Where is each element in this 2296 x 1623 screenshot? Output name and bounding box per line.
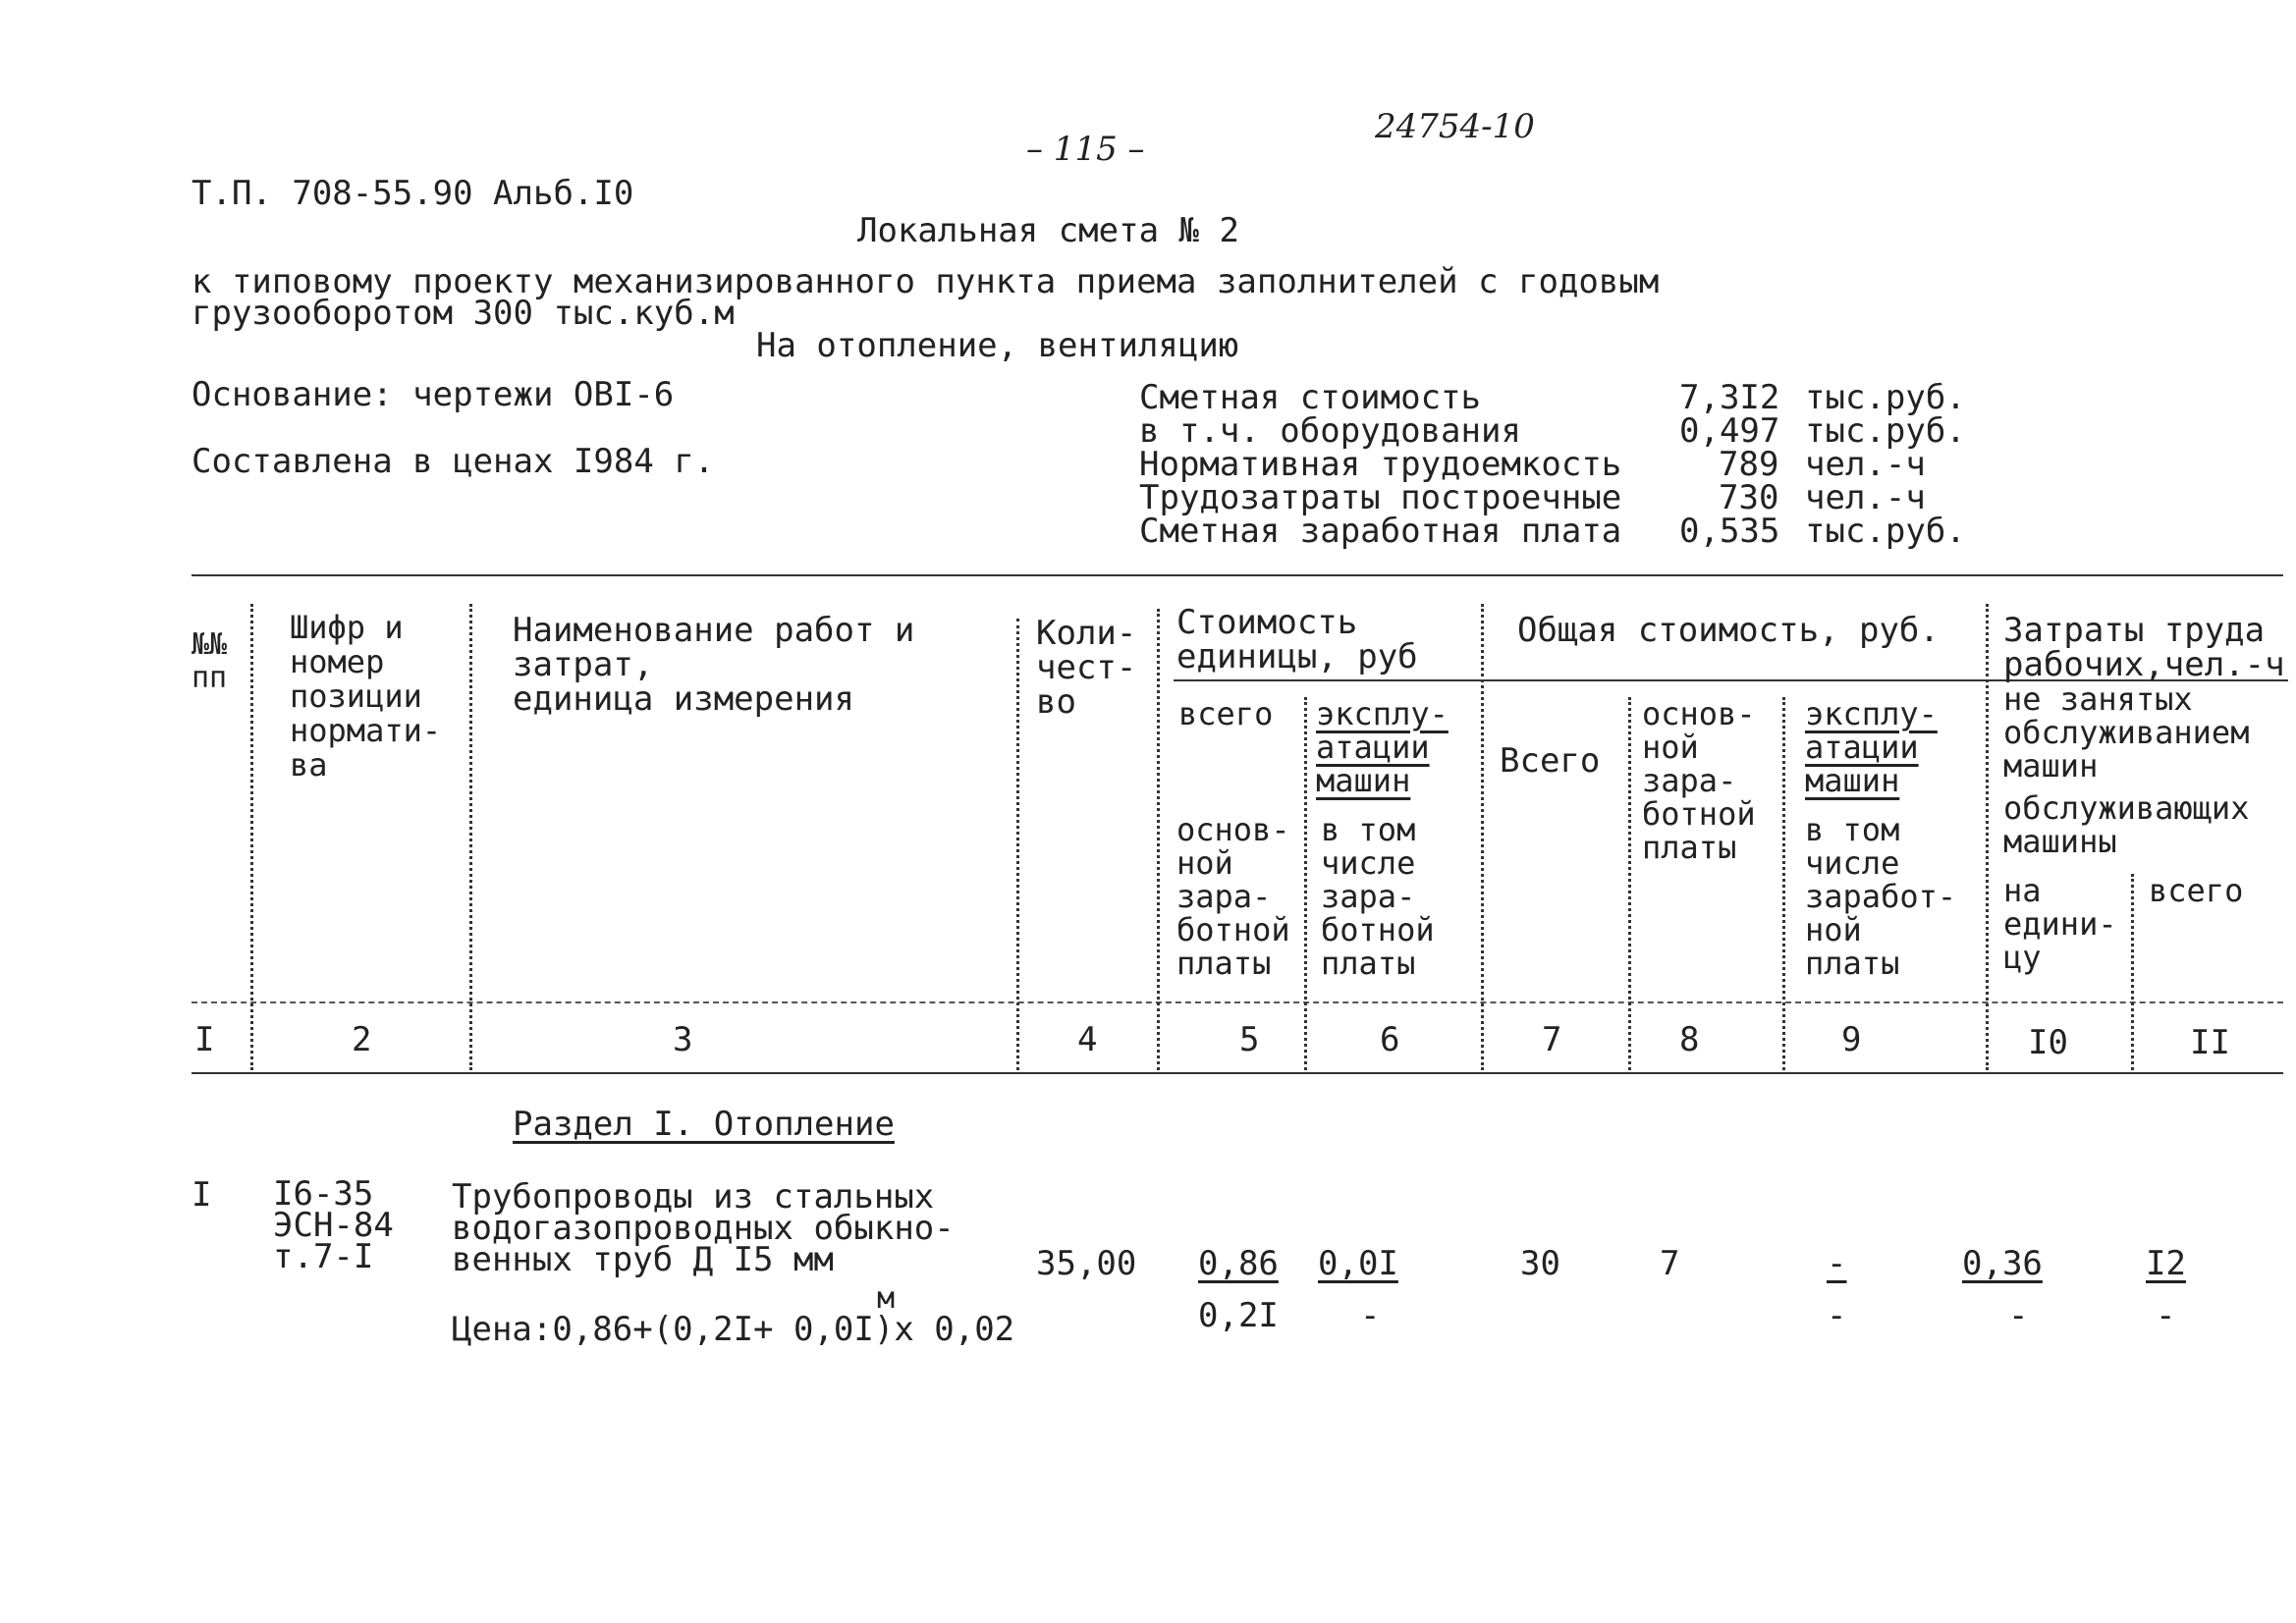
column-separator bbox=[1986, 604, 1989, 1070]
col-number: 6 bbox=[1380, 1020, 1400, 1059]
header-col-10: на едини- цу bbox=[2003, 872, 2117, 976]
col-number: 9 bbox=[1841, 1020, 1862, 1059]
row-total-machines-wage: - bbox=[1827, 1296, 1847, 1335]
row-number: I bbox=[191, 1175, 212, 1215]
column-separator bbox=[1157, 609, 1160, 1070]
summary-value: 7,3I2 bbox=[1679, 378, 1780, 417]
summary-unit: тыс.руб. bbox=[1805, 378, 1966, 417]
col-number: I0 bbox=[2028, 1023, 2068, 1062]
col-number: 2 bbox=[352, 1020, 372, 1059]
col-number: 7 bbox=[1542, 1020, 1562, 1059]
page-number: – 115 – bbox=[1026, 130, 1145, 169]
subtitle-line-3: На отопление, вентиляцию bbox=[756, 326, 1239, 365]
header-col-5b: основ- ной зара- ботной платы bbox=[1176, 811, 1290, 982]
summary-unit: чел.-ч bbox=[1805, 445, 1926, 484]
col-number: II bbox=[2190, 1023, 2230, 1062]
col-number: I bbox=[194, 1020, 215, 1059]
row-labor-per-unit: 0,36 bbox=[1962, 1244, 2043, 1283]
col-number: 4 bbox=[1077, 1020, 1098, 1059]
header-col-11: всего bbox=[2149, 872, 2244, 909]
row-unit-base-wage: 0,2I bbox=[1198, 1296, 1279, 1335]
summary-value: 789 bbox=[1719, 445, 1779, 484]
album-ref: Т.П. 708-55.90 Альб.I0 bbox=[191, 174, 634, 213]
summary-value: 0,535 bbox=[1679, 512, 1780, 551]
row-total: 30 bbox=[1520, 1244, 1560, 1283]
row-total-machines: - bbox=[1827, 1244, 1847, 1283]
header-col-9b: в том числе заработ- ной платы bbox=[1805, 811, 1957, 982]
price-formula: Цена:0,86+(0,2I+ 0,0I)х 0,02 bbox=[452, 1310, 1015, 1349]
row-quantity: 35,00 bbox=[1036, 1244, 1137, 1283]
column-separator bbox=[1628, 697, 1631, 1070]
table-top-rule bbox=[191, 574, 2283, 576]
summary-label: в т.ч. оборудования bbox=[1139, 411, 1521, 451]
column-separator bbox=[1481, 604, 1484, 1070]
summary-label: Трудозатраты построечные bbox=[1139, 478, 1622, 517]
handwritten-code: 24754-10 bbox=[1375, 107, 1535, 146]
row-labor-total: I2 bbox=[2146, 1244, 2186, 1283]
row-labor-total-b: - bbox=[2156, 1296, 2176, 1335]
header-col-1: №№ пп bbox=[191, 627, 228, 695]
col-number: 8 bbox=[1679, 1020, 1700, 1059]
section-title: Раздел I. Отопление bbox=[513, 1105, 895, 1144]
row-total-base-wage: 7 bbox=[1660, 1244, 1680, 1283]
column-separator bbox=[1782, 697, 1785, 1070]
header-col-5a: всего bbox=[1178, 695, 1274, 732]
document-title: Локальная смета № 2 bbox=[857, 211, 1239, 250]
column-separator bbox=[469, 604, 472, 1070]
column-separator bbox=[2131, 874, 2134, 1070]
column-separator bbox=[1016, 619, 1019, 1070]
header-col-10-11-a: не занятых обслуживанием машин bbox=[2003, 680, 2250, 784]
header-col-2: Шифр и номер позиции нормати- ва bbox=[290, 609, 442, 784]
row-unit-machines: 0,0I bbox=[1318, 1244, 1398, 1283]
header-col-8: основ- ной зара- ботной платы bbox=[1642, 695, 1756, 866]
col-number: 3 bbox=[673, 1020, 693, 1059]
header-col-5-6-group: Стоимость единицы, руб bbox=[1176, 603, 1418, 676]
basis: Основание: чертежи ОВI-6 bbox=[191, 375, 675, 414]
summary-unit: тыс.руб. bbox=[1805, 411, 1966, 451]
row-code: I6-35 ЭСН-84 т.7-I bbox=[273, 1174, 394, 1276]
price-formula-superscript: м bbox=[877, 1281, 896, 1316]
summary-value: 0,497 bbox=[1679, 411, 1780, 451]
row-labor-per-unit-b: - bbox=[2008, 1296, 2029, 1335]
header-col-6b: в том числе зара- ботной платы bbox=[1321, 811, 1435, 982]
summary-unit: тыс.руб. bbox=[1805, 512, 1966, 551]
header-col-7: Всего bbox=[1500, 741, 1601, 781]
subtitle-line-1: к типовому проекту механизированного пункта приема заполнителей с годовым bbox=[191, 262, 1660, 301]
header-col-10-11-group: Затраты труда рабочих,чел.-ч bbox=[2003, 611, 2285, 684]
col-number: 5 bbox=[1239, 1020, 1260, 1059]
header-col-3: Наименование работ и затрат, единица измерения bbox=[513, 611, 915, 719]
summary-label: Сметная стоимость bbox=[1139, 378, 1481, 417]
subtitle-line-2: грузооборотом 300 тыс.куб.м bbox=[191, 294, 735, 333]
summary-label: Нормативная трудоемкость bbox=[1139, 445, 1622, 484]
summary-label: Сметная заработная плата bbox=[1139, 512, 1622, 551]
summary-value: 730 bbox=[1719, 478, 1779, 517]
column-separator bbox=[1304, 697, 1307, 1070]
row-unit-machines-wage: - bbox=[1360, 1296, 1381, 1335]
row-name: Трубопроводы из стальных водогазопроводных обыкно- венных труб Д I5 мм bbox=[452, 1177, 955, 1279]
header-col-7-9-group: Общая стоимость, руб. bbox=[1517, 611, 1940, 650]
header-col-10-11-b: обслуживающих машины bbox=[2003, 789, 2250, 860]
prices-year: Составлена в ценах I984 г. bbox=[191, 442, 715, 481]
header-bottom-rule bbox=[191, 1001, 2283, 1003]
header-col-4: Коли- чест- во bbox=[1036, 614, 1137, 722]
column-separator bbox=[250, 604, 253, 1070]
summary-unit: чел.-ч bbox=[1805, 478, 1926, 517]
header-col-9a: эксплу- атации машин bbox=[1805, 695, 1938, 799]
col-numbers-rule bbox=[191, 1072, 2283, 1074]
header-col-6a: эксплу- атации машин bbox=[1316, 695, 1449, 799]
row-unit-total: 0,86 bbox=[1198, 1244, 1279, 1283]
